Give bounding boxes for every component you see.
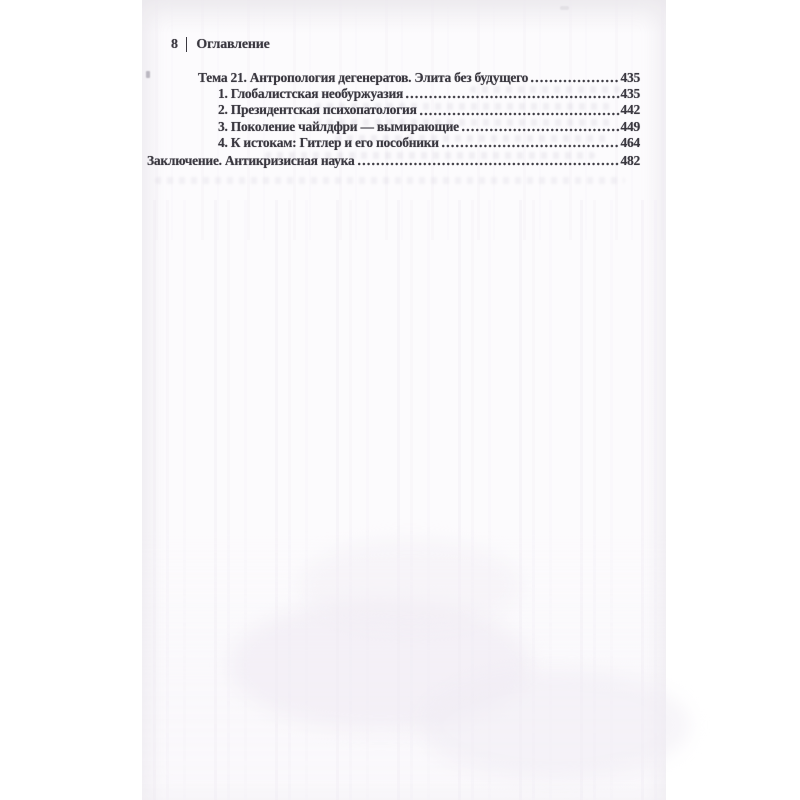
toc-row <box>147 70 640 86</box>
leader-dots <box>357 162 620 166</box>
leader-dots <box>405 95 619 99</box>
toc-entry-label: 2. Президентская психопатология <box>218 102 417 118</box>
page-content <box>147 0 640 169</box>
toc-row <box>147 119 640 135</box>
toc-entry-page: 442 <box>620 102 640 118</box>
toc-entry-label: 3. Поколение чайлдфри — вымирающие <box>218 118 459 134</box>
toc-entry-page: 435 <box>620 86 640 102</box>
toc-entry-label: Заключение. Антикризисная наука <box>147 153 355 169</box>
leader-dots <box>441 144 620 148</box>
toc-entry-page: 449 <box>620 118 640 134</box>
toc-row <box>147 102 640 118</box>
leader-dots <box>461 128 620 132</box>
header-divider <box>186 37 188 52</box>
toc-row <box>147 86 640 102</box>
header-page-number: 8 <box>171 37 178 52</box>
toc-row <box>147 135 640 151</box>
toc-entry-page: 464 <box>620 134 640 150</box>
toc-entry-label: 4. К истокам: Гитлер и его пособники <box>218 134 439 150</box>
toc-entry-label: 1. Глобалистская необуржуазия <box>218 86 404 102</box>
toc-entry-page: 435 <box>620 70 640 85</box>
toc-entry-label: Тема 21. Антропология дегенератов. Элита без будущего <box>198 70 529 85</box>
table-of-contents <box>147 70 640 169</box>
leader-dots <box>419 112 620 116</box>
leader-dots <box>530 79 619 83</box>
header-title: Оглавление <box>196 37 270 52</box>
toc-entry-page: 482 <box>620 153 640 169</box>
running-header <box>147 36 640 53</box>
toc-row <box>147 153 640 169</box>
